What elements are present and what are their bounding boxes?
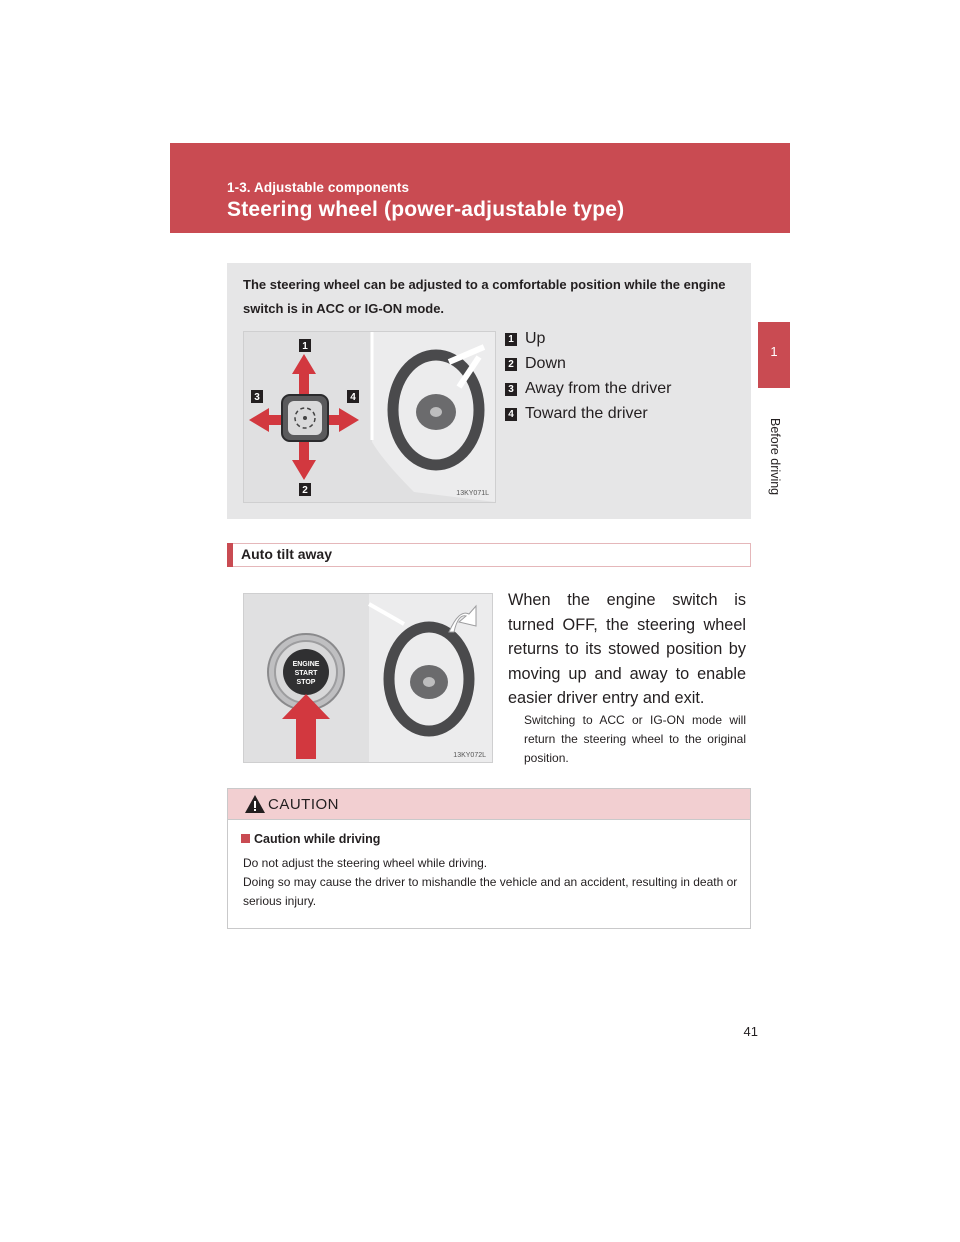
intro-text: The steering wheel can be adjusted to a comfortable position while the engine switch is in ACC or IG-ON mode. (243, 277, 726, 316)
svg-text:3: 3 (254, 392, 260, 403)
direction-label: Up (525, 330, 546, 347)
figure-auto-tilt (243, 593, 493, 763)
auto-tilt-illustration (244, 594, 492, 762)
caution-title: CAUTION (268, 796, 339, 813)
direction-item (505, 378, 671, 400)
page-number: 41 (743, 1024, 758, 1039)
caution-body: Do not adjust the steering wheel while driving. Doing so may cause the driver to mishandle the vehicle and an accident, resulting in death or serious injury. (243, 856, 738, 908)
caution-divider (228, 819, 750, 820)
svg-text:ENGINE: ENGINE (292, 661, 320, 668)
number-badge: 1 (505, 333, 517, 346)
auto-tilt-note: Switching to ACC or IG-ON mode will return the steering wheel to the original position. (524, 713, 746, 765)
svg-text:1: 1 (302, 341, 308, 352)
number-badge: 2 (505, 358, 517, 371)
direction-item (505, 403, 648, 425)
caution-item-title: Caution while driving (241, 832, 380, 846)
svg-text:2: 2 (302, 485, 308, 496)
chapter-label: Before driving (768, 418, 782, 496)
steering-adjust-illustration (244, 332, 495, 502)
direction-item (505, 328, 545, 350)
section-label: 1-3. Adjustable components (227, 180, 410, 195)
figure-steering-adjust (243, 331, 496, 503)
direction-label: Away from the driver (525, 380, 672, 397)
chapter-number: 1 (770, 344, 778, 359)
svg-text:4: 4 (350, 392, 356, 403)
sub-heading: Auto tilt away (241, 546, 333, 562)
svg-text:START: START (294, 670, 318, 677)
sub-heading-accent (227, 543, 233, 567)
direction-label: Toward the driver (525, 405, 648, 422)
direction-label: Down (525, 355, 566, 372)
direction-item (505, 353, 566, 375)
auto-tilt-paragraph: When the engine switch is turned OFF, the steering wheel returns to its stowed position by moving up and away to enable easier driver entry and exit. (508, 591, 746, 707)
figure-code: 13KY072L (453, 752, 486, 759)
number-badge: 3 (505, 383, 517, 396)
number-badge: 4 (505, 408, 517, 421)
svg-text:STOP: STOP (296, 679, 316, 686)
figure-code: 13KY071L (456, 490, 489, 497)
warning-icon (244, 794, 266, 819)
page-title: Steering wheel (power-adjustable type) (227, 198, 625, 221)
bullet-square-icon (241, 834, 250, 843)
